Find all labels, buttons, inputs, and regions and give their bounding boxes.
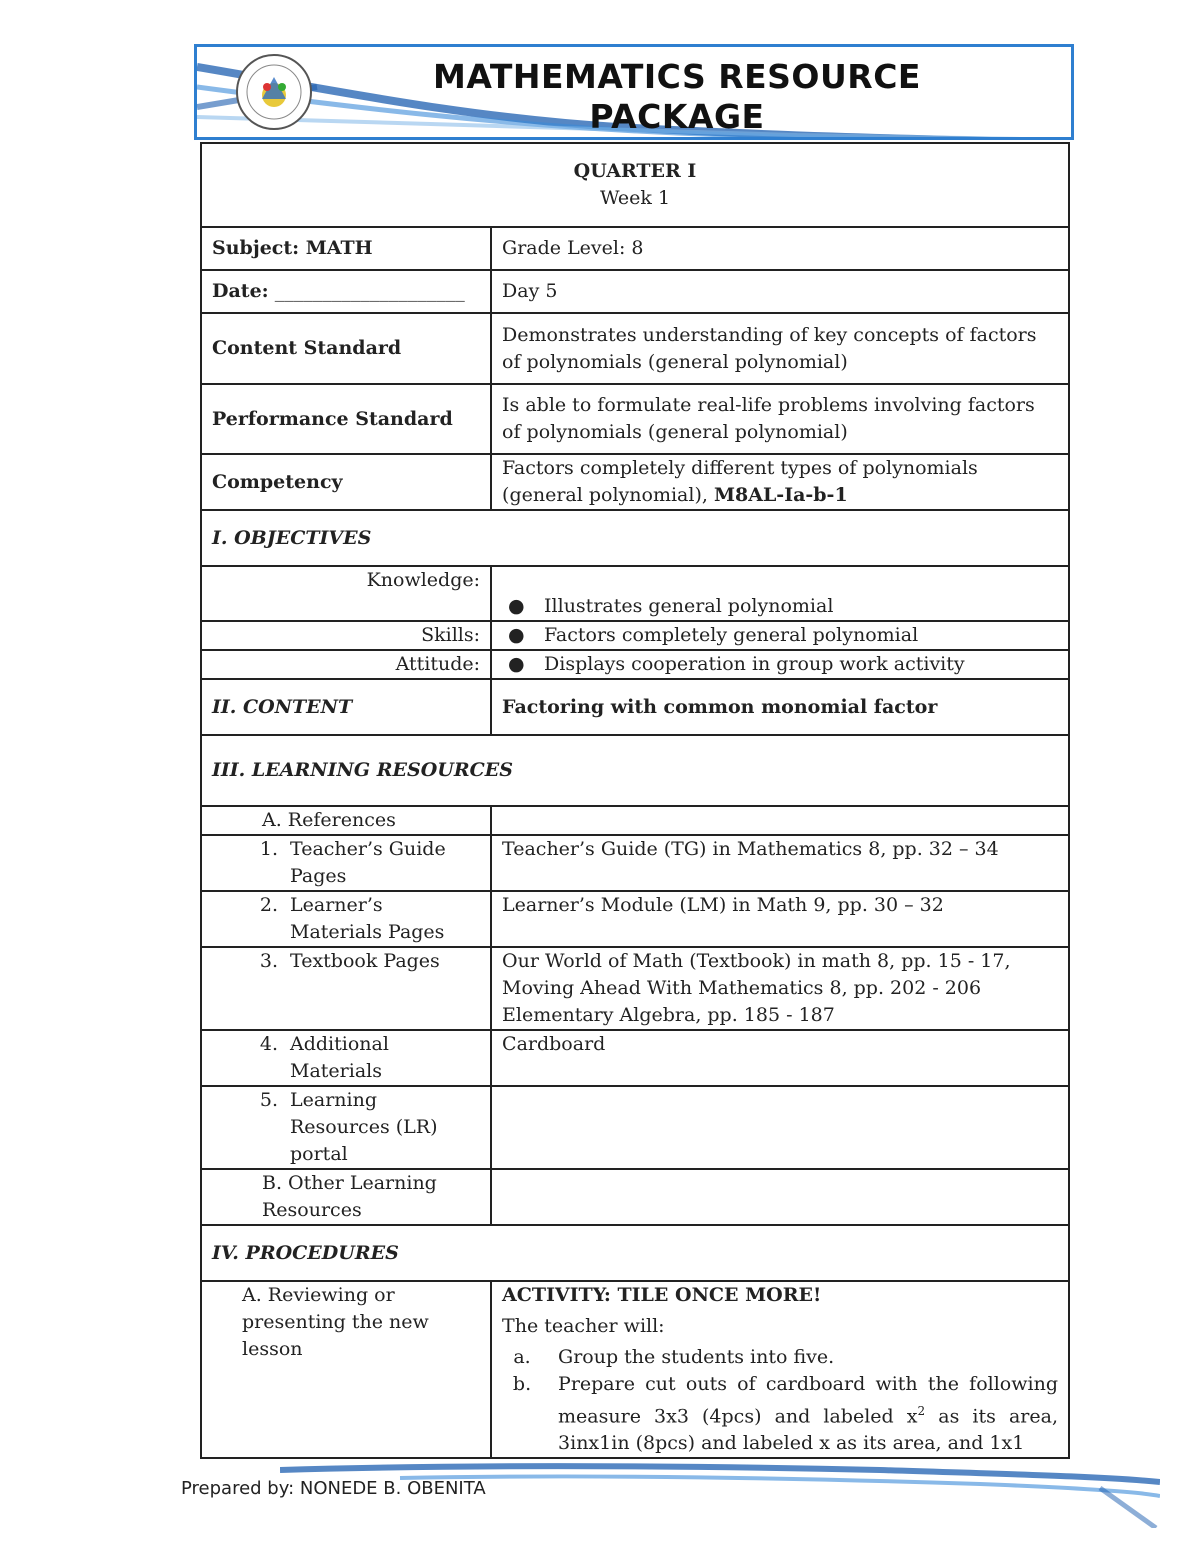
subject-label: Subject: MATH bbox=[201, 227, 491, 270]
date-cell bbox=[201, 270, 491, 313]
content-standard-label: Content Standard bbox=[201, 313, 491, 384]
table-row bbox=[201, 806, 1069, 835]
lr-label: Learning Resources (LR) portal bbox=[290, 1089, 438, 1165]
header-banner bbox=[194, 44, 1074, 140]
textbook-line: Moving Ahead With Mathematics 8, pp. 202 - 206 bbox=[502, 977, 982, 999]
table-row bbox=[201, 566, 1069, 621]
competency-label: Competency bbox=[201, 454, 491, 510]
list-item bbox=[502, 622, 1058, 649]
table-row bbox=[201, 891, 1069, 947]
date-label: Date: bbox=[212, 280, 269, 302]
textbook-line: Our World of Math (Textbook) in math 8, pp. 15 - 17, bbox=[502, 950, 1011, 972]
list-number: 3. bbox=[259, 950, 278, 972]
bullet-icon: ● bbox=[508, 653, 525, 675]
review-label: A. Reviewing or presenting the new lesson bbox=[201, 1281, 491, 1458]
references-label: A. References bbox=[201, 806, 491, 835]
day-label: Day 5 bbox=[491, 270, 1069, 313]
table-row bbox=[201, 1169, 1069, 1225]
table-row bbox=[201, 227, 1069, 270]
attitude-cell bbox=[491, 650, 1069, 679]
activity-cell bbox=[491, 1281, 1069, 1458]
table-row bbox=[201, 313, 1069, 384]
objectives-heading: I. OBJECTIVES bbox=[201, 510, 1069, 566]
additional-label-cell bbox=[201, 1030, 491, 1086]
list-item bbox=[502, 1344, 1058, 1371]
list-number: 5. bbox=[259, 1089, 278, 1111]
bullet-icon: ● bbox=[508, 624, 525, 646]
attitude-label: Attitude: bbox=[201, 650, 491, 679]
date-blank: ____________________ bbox=[274, 280, 465, 302]
knowledge-text: Illustrates general polynomial bbox=[544, 595, 834, 617]
list-number: 4. bbox=[259, 1033, 278, 1055]
additional-label: Additional Materials bbox=[290, 1033, 389, 1082]
content-topic: Factoring with common monomial factor bbox=[491, 679, 1069, 735]
table-row bbox=[201, 384, 1069, 454]
tg-value: Teacher’s Guide (TG) in Mathematics 8, pp. 32 – 34 bbox=[491, 835, 1069, 891]
superscript: 2 bbox=[917, 1404, 926, 1418]
table-row bbox=[201, 621, 1069, 650]
lr-label-cell bbox=[201, 1086, 491, 1169]
additional-value: Cardboard bbox=[491, 1030, 1069, 1086]
skills-label: Skills: bbox=[201, 621, 491, 650]
textbook-label: Textbook Pages bbox=[290, 950, 440, 972]
activity-title: ACTIVITY: TILE ONCE MORE! bbox=[502, 1284, 822, 1306]
deped-seal-icon bbox=[235, 53, 313, 131]
competency: Factors completely different types of polynomials (general polynomial), bbox=[502, 457, 978, 506]
week-label: Week 1 bbox=[599, 187, 671, 209]
other-resources-label: B. Other Learning Resources bbox=[201, 1169, 491, 1225]
list-item bbox=[502, 651, 1058, 678]
table-row bbox=[201, 143, 1069, 227]
list-number: 1. bbox=[259, 838, 278, 860]
quarter-cell bbox=[201, 143, 1069, 227]
skills-text: Factors completely general polynomial bbox=[544, 624, 919, 646]
tg-label-cell bbox=[201, 835, 491, 891]
list-item bbox=[502, 1371, 1058, 1457]
lm-label-cell bbox=[201, 891, 491, 947]
table-row bbox=[201, 1086, 1069, 1169]
textbook-cell bbox=[491, 947, 1069, 1030]
table-row bbox=[201, 454, 1069, 510]
step-a: Group the students into five. bbox=[558, 1346, 835, 1368]
table-row bbox=[201, 1030, 1069, 1086]
step-b-text-cont: as its area, 3inx1in (8pcs) and labeled x as its area, and 1x1 bbox=[558, 1405, 1059, 1455]
table-row bbox=[201, 650, 1069, 679]
competency-cell bbox=[491, 454, 1069, 510]
textbook-label-cell bbox=[201, 947, 491, 1030]
knowledge-cell bbox=[491, 566, 1069, 621]
procedures-heading: IV. PROCEDURES bbox=[201, 1225, 1069, 1281]
table-row bbox=[201, 270, 1069, 313]
resources-heading: III. LEARNING RESOURCES bbox=[201, 735, 1069, 806]
grade-level: Grade Level: 8 bbox=[491, 227, 1069, 270]
tg-label: Teacher’s Guide Pages bbox=[290, 838, 446, 887]
table-row bbox=[201, 1281, 1069, 1458]
performance-standard-label: Performance Standard bbox=[201, 384, 491, 454]
table-row bbox=[201, 947, 1069, 1030]
step-b bbox=[558, 1371, 1058, 1457]
prepared-by: Prepared by: NONEDE B. OBENITA bbox=[181, 1478, 486, 1499]
table-row bbox=[201, 835, 1069, 891]
step-b-text: Prepare cut outs of cardboard with the following measure 3x3 (4pcs) and labeled x bbox=[558, 1373, 1058, 1428]
attitude-text: Displays cooperation in group work activity bbox=[544, 653, 965, 675]
skills-cell bbox=[491, 621, 1069, 650]
table-row bbox=[201, 510, 1069, 566]
list-letter: b. bbox=[512, 1373, 532, 1395]
teacher-will: The teacher will: bbox=[502, 1315, 665, 1337]
quarter-label: QUARTER I bbox=[573, 160, 697, 182]
lesson-plan-table bbox=[200, 142, 1070, 1459]
other-resources-value bbox=[491, 1169, 1069, 1225]
lm-value: Learner’s Module (LM) in Math 9, pp. 30 – 32 bbox=[491, 891, 1069, 947]
table-row bbox=[201, 1225, 1069, 1281]
lm-label: Learner’s Materials Pages bbox=[290, 894, 445, 943]
competency-code: M8AL-Ia-b-1 bbox=[713, 484, 848, 506]
references-value bbox=[491, 806, 1069, 835]
knowledge-label: Knowledge: bbox=[201, 566, 491, 621]
performance-standard: Is able to formulate real-life problems involving factors of polynomials (general polynomial) bbox=[491, 384, 1069, 454]
table-row bbox=[201, 735, 1069, 806]
content-heading: II. CONTENT bbox=[201, 679, 491, 735]
list-number: 2. bbox=[259, 894, 278, 916]
textbook-line: Elementary Algebra, pp. 185 - 187 bbox=[502, 1004, 835, 1026]
table-row bbox=[201, 679, 1069, 735]
list-letter: a. bbox=[513, 1346, 531, 1368]
bullet-icon: ● bbox=[508, 595, 525, 617]
lr-value bbox=[491, 1086, 1069, 1169]
list-item bbox=[502, 593, 1058, 620]
content-standard: Demonstrates understanding of key concepts of factors of polynomials (general polynomial) bbox=[491, 313, 1069, 384]
page-title: MATHEMATICS RESOURCE PACKAGE bbox=[433, 57, 921, 136]
